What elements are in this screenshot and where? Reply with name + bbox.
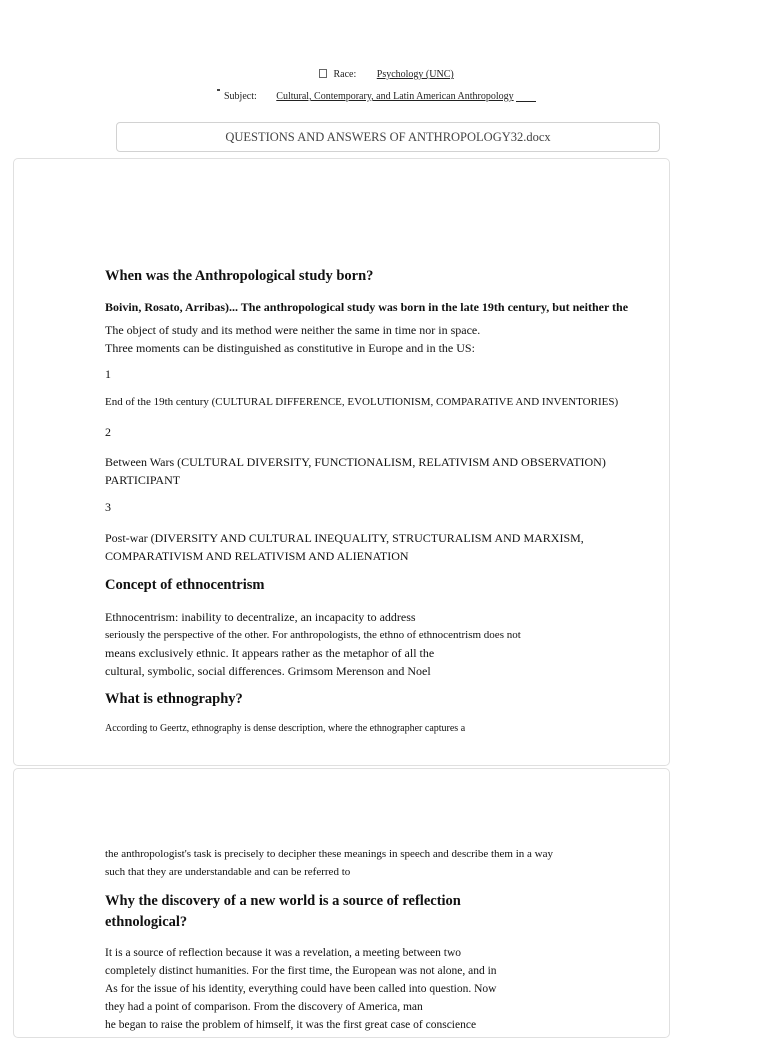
answer-bold-line: Boivin, Rosato, Arribas)... The anthropological study was born in the late 19th century, but neither the <box>105 300 629 314</box>
paragraph-line: It is a source of reflection because it was a revelation, a meeting between two <box>105 947 462 959</box>
heading-line: ethnological? <box>105 914 188 930</box>
paragraph-line: COMPARATIVISM AND RELATIVISM AND ALIENATION <box>105 549 409 563</box>
moment-number: 1 <box>105 367 111 381</box>
answer-paragraph <box>105 321 480 357</box>
paragraph-line: Three moments can be distinguished as constitutive in Europe and in the US: <box>105 341 475 355</box>
race-row <box>319 69 454 80</box>
paragraph-line: means exclusively ethnic. It appears rather as the metaphor of all the <box>105 646 435 660</box>
paragraph-line: Ethnocentrism: inability to decentralize, an incapacity to address <box>105 610 416 624</box>
race-label: Race: <box>333 69 357 80</box>
moment-number: 2 <box>105 425 111 439</box>
paragraph-line: PARTICIPANT <box>105 473 181 487</box>
bullet-mark <box>217 89 220 91</box>
answer-paragraph <box>105 608 521 680</box>
document-title: QUESTIONS AND ANSWERS OF ANTHROPOLOGY32.docx <box>225 130 551 144</box>
subject-row <box>224 91 536 102</box>
question-heading: What is ethnography? <box>105 691 243 707</box>
question-heading: When was the Anthropological study born? <box>105 268 374 284</box>
paragraph-line: cultural, symbolic, social differences. Grimsom Merenson and Noel <box>105 664 431 678</box>
document-page-1 <box>13 158 670 766</box>
document-page-2 <box>13 768 670 1038</box>
paragraph-line: As for the issue of his identity, everything could have been called into question. Now <box>105 983 497 995</box>
document-icon <box>319 69 327 78</box>
moment-number: 3 <box>105 500 111 514</box>
paragraph-line: he began to raise the problem of himself, it was the first great case of conscience <box>105 1019 477 1031</box>
answer-line: According to Geertz, ethnography is dense description, where the ethnographer captures a <box>105 723 466 734</box>
answer-paragraph <box>105 944 497 1034</box>
paragraph-line: such that they are understandable and can be referred to <box>105 866 351 878</box>
answer-paragraph <box>105 845 553 881</box>
subject-link[interactable]: Cultural, Contemporary, and Latin American Anthropology <box>276 91 514 102</box>
moment-text <box>105 529 584 565</box>
paragraph-line: they had a point of comparison. From the discovery of America, man <box>105 1001 423 1013</box>
paragraph-line: the anthropologist's task is precisely to decipher these meanings in speech and describe them in a way <box>105 848 553 860</box>
question-heading <box>105 891 461 933</box>
moment-text: End of the 19th century (CULTURAL DIFFERENCE, EVOLUTIONISM, COMPARATIVE AND INVENTORIES) <box>105 396 619 408</box>
heading-line: Why the discovery of a new world is a source of reflection <box>105 893 461 909</box>
question-heading: Concept of ethnocentrism <box>105 577 265 593</box>
subject-label: Subject: <box>224 91 257 102</box>
moment-text <box>105 453 606 489</box>
paragraph-line: Between Wars (CULTURAL DIVERSITY, FUNCTIONALISM, RELATIVISM AND OBSERVATION) <box>105 455 606 469</box>
document-title-box[interactable] <box>116 122 660 152</box>
paragraph-line: seriously the perspective of the other. For anthropologists, the ethno of ethnocentrism does not <box>105 629 521 641</box>
paragraph-line: The object of study and its method were neither the same in time nor in space. <box>105 323 481 337</box>
race-link[interactable]: Psychology (UNC) <box>376 69 454 80</box>
paragraph-line: Post-war (DIVERSITY AND CULTURAL INEQUALITY, STRUCTURALISM AND MARXISM, <box>105 531 584 545</box>
paragraph-line: completely distinct humanities. For the first time, the European was not alone, and in <box>105 965 497 977</box>
